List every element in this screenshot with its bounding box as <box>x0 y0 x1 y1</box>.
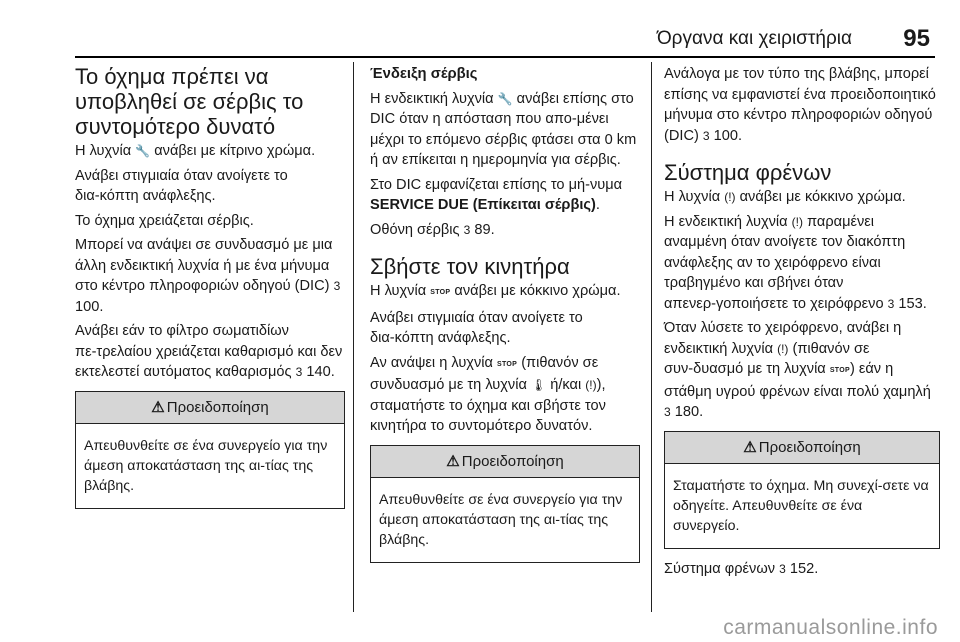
paragraph: Όταν λύσετε το χειρόφρενο, ανάβει η ενδεικτική λυχνία (!) (πιθανόν σε συν‑δυασμό με τη λυχνία STOP) εάν η στάθμη υγρού φρένων είναι πολύ χαμηλή 3 180. <box>664 318 940 423</box>
paragraph: Οθόνη σέρβις 3 89. <box>370 220 640 241</box>
stop-icon: STOP <box>497 360 518 368</box>
warning-triangle-icon: ⚠ <box>151 398 165 416</box>
page-ref-arrow-icon: 3 <box>702 128 710 143</box>
brake-icon: (!) <box>791 214 803 229</box>
paragraph: Το όχημα χρειάζεται σέρβις. <box>75 212 254 229</box>
stop-icon: STOP <box>430 289 451 296</box>
wrench-icon: 🔧 <box>135 144 151 158</box>
brake-icon: (!) <box>585 378 597 392</box>
paragraph: Ανάβει στιγμιαία όταν ανοίγετε το δια‑κόπτη ανάφλεξης. <box>75 167 288 204</box>
paragraph: Η λυχνία 🔧 ανάβει με κίτρινο χρώμα. <box>75 141 345 162</box>
page-ref-arrow-icon: 3 <box>664 405 671 419</box>
section-heading-stop-engine: Σβήστε τον κινητήρα <box>370 254 570 279</box>
subheading-service-display: Ένδειξη σέρβις <box>370 66 478 82</box>
column-1 <box>75 64 345 519</box>
warning-text: Απευθυνθείτε σε ένα συνεργείο για την άμεση αποκατάσταση της αι‑τίας της βλάβης. <box>84 438 328 494</box>
page-number: 95 <box>903 25 930 52</box>
paragraph: Η ενδεικτική λυχνία (!) παραμένει αναμμένη όταν ανοίγετε τον διακόπτη ανάφλεξης αν το χειρόφρενο είναι τραβηγμένο και σβήνει όταν απενερ‑γοποιήσετε το χειρόφρενο 3 153. <box>664 212 940 315</box>
header-rule <box>75 56 935 58</box>
paragraph: Η ενδεικτική λυχνία 🔧 ανάβει επίσης στο DIC όταν η απόσταση που απο‑μένει μέχρι το επόμενο σέρβις φτάσει στα 0 km ή αν επίκειται η ημερομηνία για σέρβις. <box>370 90 637 168</box>
watermark-text: carmanualsonline.info <box>723 616 938 639</box>
warning-box <box>664 431 940 550</box>
paragraph: Η λυχνία (!) ανάβει με κόκκινο χρώμα. <box>664 187 940 208</box>
section-heading-brake-system: Σύστημα φρένων <box>664 160 832 185</box>
warning-box <box>75 391 345 510</box>
paragraph: Η λυχνία STOP ανάβει με κόκκινο χρώμα. <box>370 281 640 304</box>
page-ref-arrow-icon: 3 <box>295 365 303 379</box>
column-divider-1 <box>353 62 354 614</box>
page-header <box>0 25 960 58</box>
warning-header: ⚠ Προειδοποίηση <box>76 392 344 425</box>
warning-header: ⚠ Προειδοποίηση <box>665 432 939 465</box>
column-2 <box>370 64 640 573</box>
wrench-icon: 🔧 <box>497 91 513 106</box>
brake-icon: (!) <box>777 341 789 356</box>
page-ref-arrow-icon: 3 <box>887 296 895 311</box>
page-ref-arrow-icon: 3 <box>333 279 341 293</box>
page-ref-arrow-icon: 3 <box>463 222 471 237</box>
chapter-title: Όργανα και χειριστήρια <box>656 28 852 49</box>
paragraph: Αν ανάψει η λυχνία STOP (πιθανόν σε συνδυασμό με τη λυχνία 🌡 ή/και (!)), σταματήστε το όχημα και σβήστε τον κινητήρα το συντομότερο δυνατόν. <box>370 354 606 434</box>
stop-icon: STOP <box>829 367 850 374</box>
column-divider-2 <box>651 62 652 614</box>
warning-text: Απευθυνθείτε σε ένα συνεργείο για την άμεση αποκατάσταση της αι‑τίας της βλάβης. <box>379 492 623 548</box>
paragraph: Στο DIC εμφανίζεται επίσης το μή‑νυμα SERVICE DUE (Επίκειται σέρβις). <box>370 176 623 213</box>
paragraph: Ανάβει εάν το φίλτρο σωματιδίων πε‑τρελαίου χρειάζεται καθαρισμό και δεν εκτελεστεί αυτόματος καθαρισμός 3 140. <box>75 321 345 383</box>
warning-text: Σταματήστε το όχημα. Μη συνεχί‑σετε να οδηγείτε. Απευθυνθείτε σε ένα συνεργείο. <box>673 478 929 534</box>
brake-icon: (!) <box>724 190 736 204</box>
paragraph: Μπορεί να ανάψει σε συνδυασμό με μια άλλη ενδεικτική λυχνία ή με ένα μήνυμα στο κέντρο πληροφοριών οδηγού (DIC) 3 100. <box>75 237 341 315</box>
paragraph: Ανάλογα με τον τύπο της βλάβης, μπορεί επίσης να εμφανιστεί ένα προειδοποιητικό μήνυμα στο κέντρο πληροφοριών οδηγού (DIC) 3 100. <box>664 64 940 146</box>
section-heading-service: Το όχημα πρέπει να υποβληθεί σε σέρβις το συντομότερο δυνατό <box>75 64 304 139</box>
paragraph: Ανάβει στιγμιαία όταν ανοίγετε το δια‑κόπτη ανάφλεξης. <box>370 309 583 346</box>
warning-triangle-icon: ⚠ <box>743 438 757 456</box>
page-footer <box>0 612 960 642</box>
page-ref-arrow-icon: 3 <box>779 562 786 576</box>
warning-header: ⚠ Προειδοποίηση <box>371 446 639 479</box>
coolant-temperature-icon: 🌡 <box>530 378 547 392</box>
column-3 <box>664 64 940 584</box>
warning-triangle-icon: ⚠ <box>446 452 460 470</box>
warning-box <box>370 445 640 564</box>
paragraph: Σύστημα φρένων 3 152. <box>664 559 940 580</box>
